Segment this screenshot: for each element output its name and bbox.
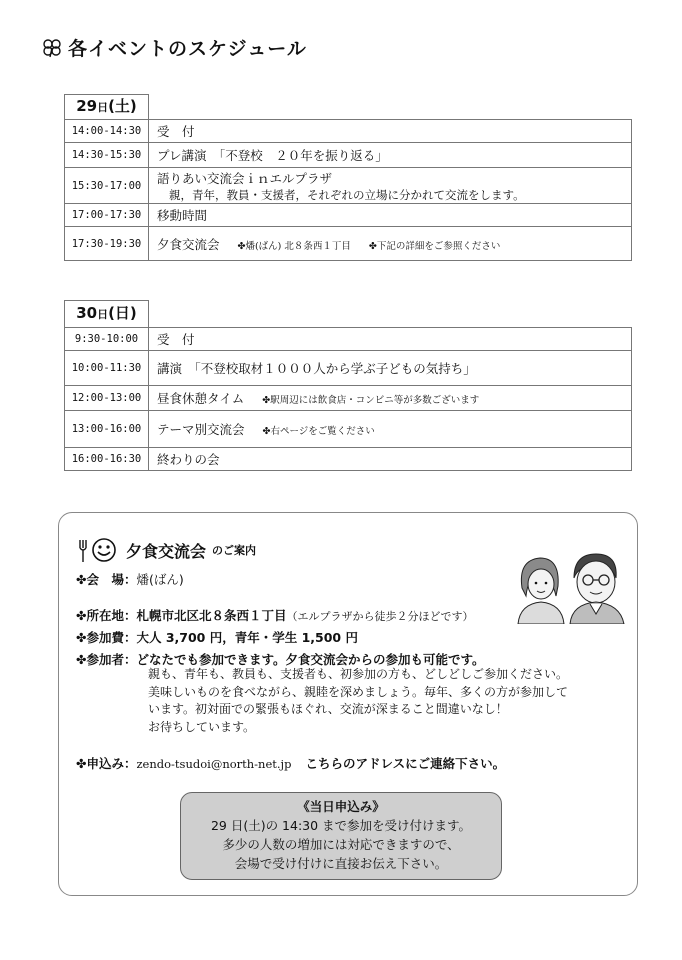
paragraph-line: います。初対面での緊張もほぐれ、交流が深まること間違いなし！ bbox=[148, 702, 508, 717]
desc-subtext: 親，青年，教員・支援者，それぞれの立場に分かれて交流をします。 bbox=[169, 187, 525, 202]
day1-weekday: (土) bbox=[108, 97, 137, 115]
desc-text: テーマ別交流会 bbox=[157, 422, 245, 437]
time-cell: 17:30-19:30 bbox=[65, 227, 149, 261]
fee-row bbox=[76, 628, 358, 646]
clover-icon bbox=[40, 38, 64, 58]
time-cell: 15:30-17:00 bbox=[65, 168, 149, 204]
address-label: ✤所在地： bbox=[76, 608, 137, 623]
desc-cell: 受 付 bbox=[149, 328, 632, 351]
paragraph-line: 美味しいものを食べながら、親睦を深めましょう。毎年、多くの方が参加して bbox=[148, 684, 569, 699]
table-row bbox=[65, 411, 632, 448]
table-row bbox=[65, 351, 632, 386]
venue-row bbox=[76, 570, 184, 588]
day1-header bbox=[65, 95, 149, 120]
day2-date: 30 bbox=[76, 304, 98, 322]
desc-cell bbox=[149, 168, 632, 204]
paragraph-line: 親も、青年も、教員も、支援者も、初参加の方も、どしどしご参加ください。 bbox=[148, 667, 569, 681]
apply-email-link[interactable]: zendo-tsudoi@north-net.jp bbox=[136, 757, 292, 771]
dinner-title-text: 夕食交流会 bbox=[126, 541, 207, 561]
table-row bbox=[65, 168, 632, 204]
day2-unit: 日 bbox=[97, 308, 109, 321]
dinner-info-title bbox=[76, 536, 256, 564]
desc-cell: 終わりの会 bbox=[149, 448, 632, 471]
venue-value: 燔(ばん) bbox=[136, 572, 184, 587]
time-cell: 16:00-16:30 bbox=[65, 448, 149, 471]
day2-weekday: (日) bbox=[108, 304, 137, 322]
desc-cell: 講演 「不登校取材１０００人から学ぶ子どもの気持ち」 bbox=[149, 351, 632, 386]
notice-line: 29 日(土)の 14:30 まで参加を受け付けます。 bbox=[210, 818, 472, 833]
desc-text: 夕食交流会 bbox=[157, 236, 220, 252]
desc-cell bbox=[149, 386, 632, 411]
dinner-title-suffix: のご案内 bbox=[212, 544, 257, 557]
table-row bbox=[65, 120, 632, 143]
same-day-notice bbox=[180, 792, 502, 880]
table-row bbox=[65, 328, 632, 351]
couple-illustration bbox=[512, 548, 628, 624]
desc-cell: プレ講演 「不登校 ２０年を振り返る」 bbox=[149, 143, 632, 168]
table-row bbox=[65, 386, 632, 411]
desc-text: 語りあい交流会ｉｎエルプラザ bbox=[157, 170, 333, 186]
time-cell: 14:30-15:30 bbox=[65, 143, 149, 168]
day1-unit: 日 bbox=[97, 101, 109, 114]
time-cell: 13:00-16:00 bbox=[65, 411, 149, 448]
notice-title: 《当日申込み》 bbox=[297, 799, 385, 814]
table-row bbox=[65, 227, 632, 261]
address-row bbox=[76, 606, 474, 624]
desc-cell: 受 付 bbox=[149, 120, 632, 143]
apply-row bbox=[76, 754, 505, 772]
address-note: （エルプラザから徒歩２分ほどです） bbox=[286, 610, 474, 623]
desc-note: ✤右ページをご覧ください bbox=[262, 426, 375, 437]
time-cell: 9:30-10:00 bbox=[65, 328, 149, 351]
paragraph-line: お待ちしています。 bbox=[148, 719, 256, 734]
desc-note: ✤下記の詳細をご参照ください bbox=[368, 240, 501, 252]
invitation-paragraph bbox=[148, 666, 628, 736]
desc-cell bbox=[149, 227, 632, 261]
smiley-fork-icon bbox=[76, 536, 120, 564]
address-value: 札幌市北区北８条西１丁目 bbox=[136, 608, 287, 623]
desc-note: ✤燔(ばん) 北８条西１丁目 bbox=[237, 240, 351, 252]
notice-line: 多少の人数の増加には対応できますので、 bbox=[222, 837, 460, 852]
apply-text: こちらのアドレスにご連絡下さい。 bbox=[305, 756, 506, 771]
fee-value: 大人 3,700 円，青年・学生 1,500 円 bbox=[136, 630, 358, 645]
time-cell: 12:00-13:00 bbox=[65, 386, 149, 411]
venue-label: ✤会 場： bbox=[76, 572, 137, 587]
schedule-day2-table bbox=[64, 300, 632, 471]
table-row bbox=[65, 448, 632, 471]
notice-line: 会場で受け付けに直接お伝え下さい。 bbox=[234, 856, 448, 871]
desc-cell: 移動時間 bbox=[149, 204, 632, 227]
desc-text: 昼食休憩タイム bbox=[157, 391, 245, 406]
day1-date: 29 bbox=[76, 97, 98, 115]
desc-note: ✤駅周辺には飲食店・コンビニ等が多数ございます bbox=[262, 395, 480, 406]
desc-cell bbox=[149, 411, 632, 448]
table-row bbox=[65, 204, 632, 227]
participants-value: どなたでも参加できます。夕食交流会からの参加も可能です。 bbox=[136, 652, 485, 667]
fee-label: ✤参加費： bbox=[76, 630, 137, 645]
participants-label: ✤参加者： bbox=[76, 652, 137, 667]
schedule-day1-table bbox=[64, 94, 632, 261]
day2-header bbox=[65, 301, 149, 328]
time-cell: 10:00-11:30 bbox=[65, 351, 149, 386]
apply-label: ✤申込み： bbox=[76, 756, 137, 771]
time-cell: 17:00-17:30 bbox=[65, 204, 149, 227]
page-header bbox=[40, 34, 307, 61]
table-row bbox=[65, 143, 632, 168]
time-cell: 14:00-14:30 bbox=[65, 120, 149, 143]
page-title: 各イベントのスケジュール bbox=[68, 38, 307, 60]
